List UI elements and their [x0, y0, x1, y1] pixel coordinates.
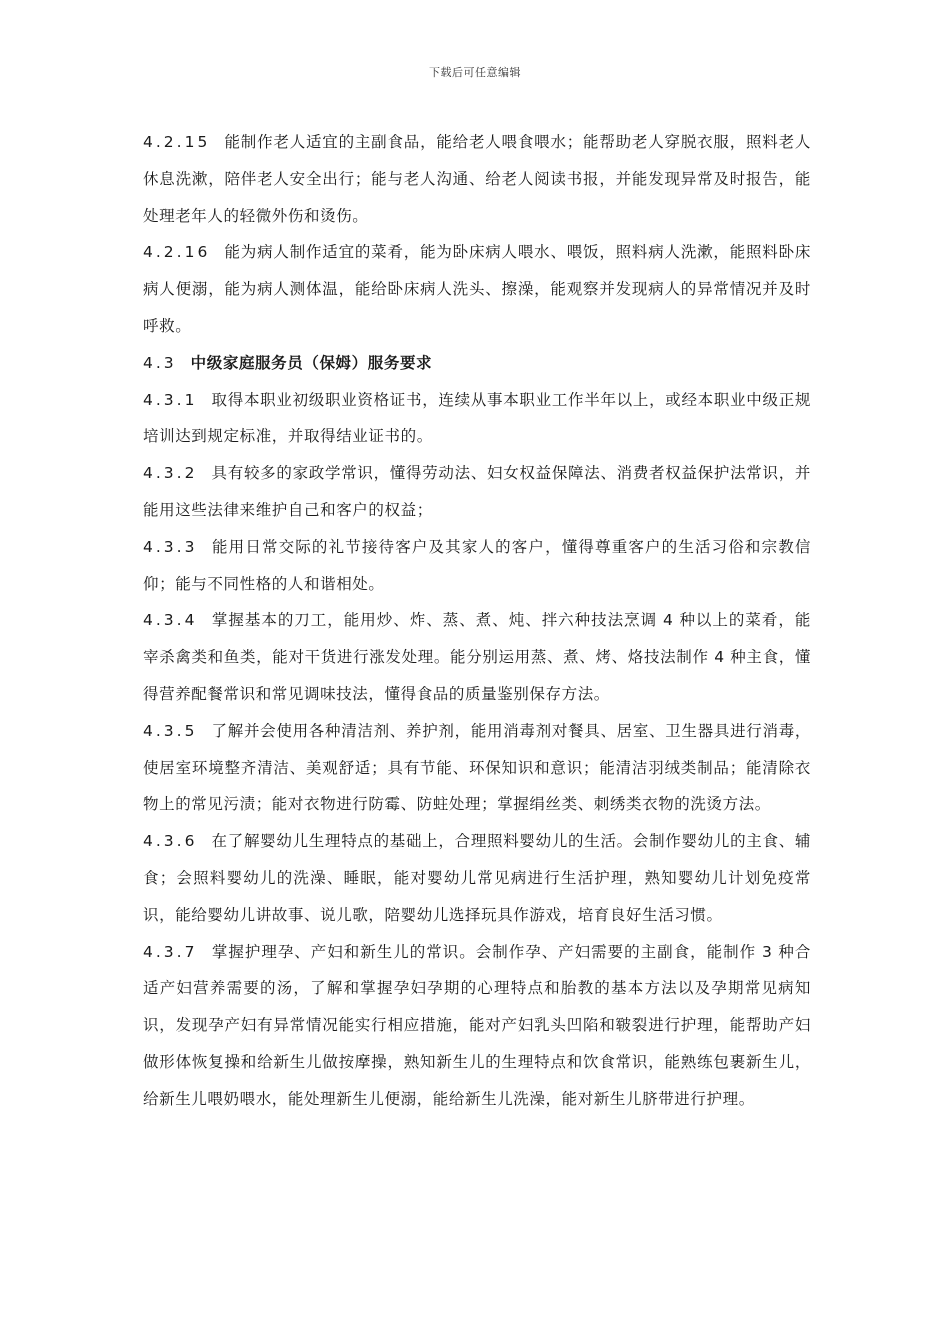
section-number: 4.3.6 [143, 832, 198, 851]
paragraph-4-3-7 [143, 934, 811, 1118]
paragraph-text: 了解并会使用各种清洁剂、养护剂，能用消毒剂对餐具、居室、卫生器具进行消毒，使居室环境整齐清洁、美观舒适；具有节能、环保知识和意识；能清洁羽绒类制品；能清除衣物上的常见污渍；能对衣物进行防霉、防蛀处理；掌握绢丝类、刺绣类衣物的洗烫方法。 [143, 721, 811, 814]
page-header: 下载后可任意编辑 [429, 66, 521, 79]
section-number: 4.3.7 [143, 942, 198, 961]
paragraph-text: 能为病人制作适宜的菜肴，能为卧床病人喂水、喂饭，照料病人洗漱，能照料卧床病人便溺，能为病人测体温，能给卧床病人洗头、擦澡，能观察并发现病人的异常情况并及时呼救。 [143, 243, 811, 335]
paragraph-text: 具有较多的家政学常识，懂得劳动法、妇女权益保障法、消费者权益保护法常识，并能用这些法律来维护自己和客户的权益； [143, 464, 811, 519]
paragraph-text: 掌握护理孕、产妇和新生儿的常识。会制作孕、产妇需要的主副食，能制作 3 种合适产妇营养需要的汤，了解和掌握孕妇孕期的心理特点和胎教的基本方法以及孕期常见病知识，发现孕产妇有异常情况能实行相应措施，能对产妇乳头凹陷和皲裂进行护理，能帮助产妇做形体恢复操和给新生儿做按摩操，熟知新生儿的生理特点和饮食常识，能熟练包裹新生儿，给新生儿喂奶喂水，能处理新生儿便溺，能给新生儿洗澡，能对新生儿脐带进行护理。 [143, 942, 811, 1108]
paragraph-4-3-5 [143, 713, 811, 823]
section-number: 4.3.4 [143, 611, 198, 630]
paragraph-text: 在了解婴幼儿生理特点的基础上，合理照料婴幼儿的生活。会制作婴幼儿的主食、辅食；会照料婴幼儿的洗澡、睡眠，能对婴幼儿常见病进行生活护理，熟知婴幼儿计划免疫常识，能给婴幼儿讲故事、说儿歌，陪婴幼儿选择玩具作游戏，培育良好生活习惯。 [143, 832, 811, 924]
document-body [143, 124, 811, 1118]
paragraph-text: 能制作老人适宜的主副食品，能给老人喂食喂水；能帮助老人穿脱衣服，照料老人休息洗漱，陪伴老人安全出行；能与老人沟通、给老人阅读书报，并能发现异常及时报告，能处理老年人的轻微外伤和烫伤。 [143, 133, 811, 225]
paragraph-4-3-3 [143, 529, 811, 603]
section-number: 4.3.3 [143, 537, 198, 556]
paragraph-4-3-4 [143, 602, 811, 712]
paragraph-4-3-1 [143, 382, 811, 456]
paragraph-4-3-2 [143, 455, 811, 529]
paragraph-4-3-6 [143, 823, 811, 933]
paragraph-4-2-16 [143, 234, 811, 344]
section-number: 4.3.1 [143, 390, 198, 409]
section-number: 4.3.2 [143, 464, 198, 483]
section-number: 4.3.5 [143, 721, 198, 740]
paragraph-4-2-15 [143, 124, 811, 234]
section-heading-4-3 [143, 345, 811, 382]
paragraph-text: 掌握基本的刀工，能用炒、炸、蒸、煮、炖、拌六种技法烹调 4 种以上的菜肴，能宰杀禽类和鱼类，能对干货进行涨发处理。能分别运用蒸、煮、烤、烙技法制作 4 种主食，懂得营养配餐常识和常见调味技法，懂得食品的质量鉴别保存方法。 [143, 611, 811, 703]
paragraph-text: 取得本职业初级职业资格证书，连续从事本职业工作半年以上，或经本职业中级正规培训达到规定标准，并取得结业证书的。 [143, 390, 811, 446]
section-number: 4.3 [143, 353, 177, 372]
paragraph-text: 能用日常交际的礼节接待客户及其家人的客户，懂得尊重客户的生活习俗和宗教信仰；能与不同性格的人和谐相处。 [143, 537, 811, 593]
section-title: 中级家庭服务员（保姆）服务要求 [190, 353, 433, 372]
section-number: 4.2.16 [143, 243, 211, 262]
section-number: 4.2.15 [143, 133, 211, 151]
